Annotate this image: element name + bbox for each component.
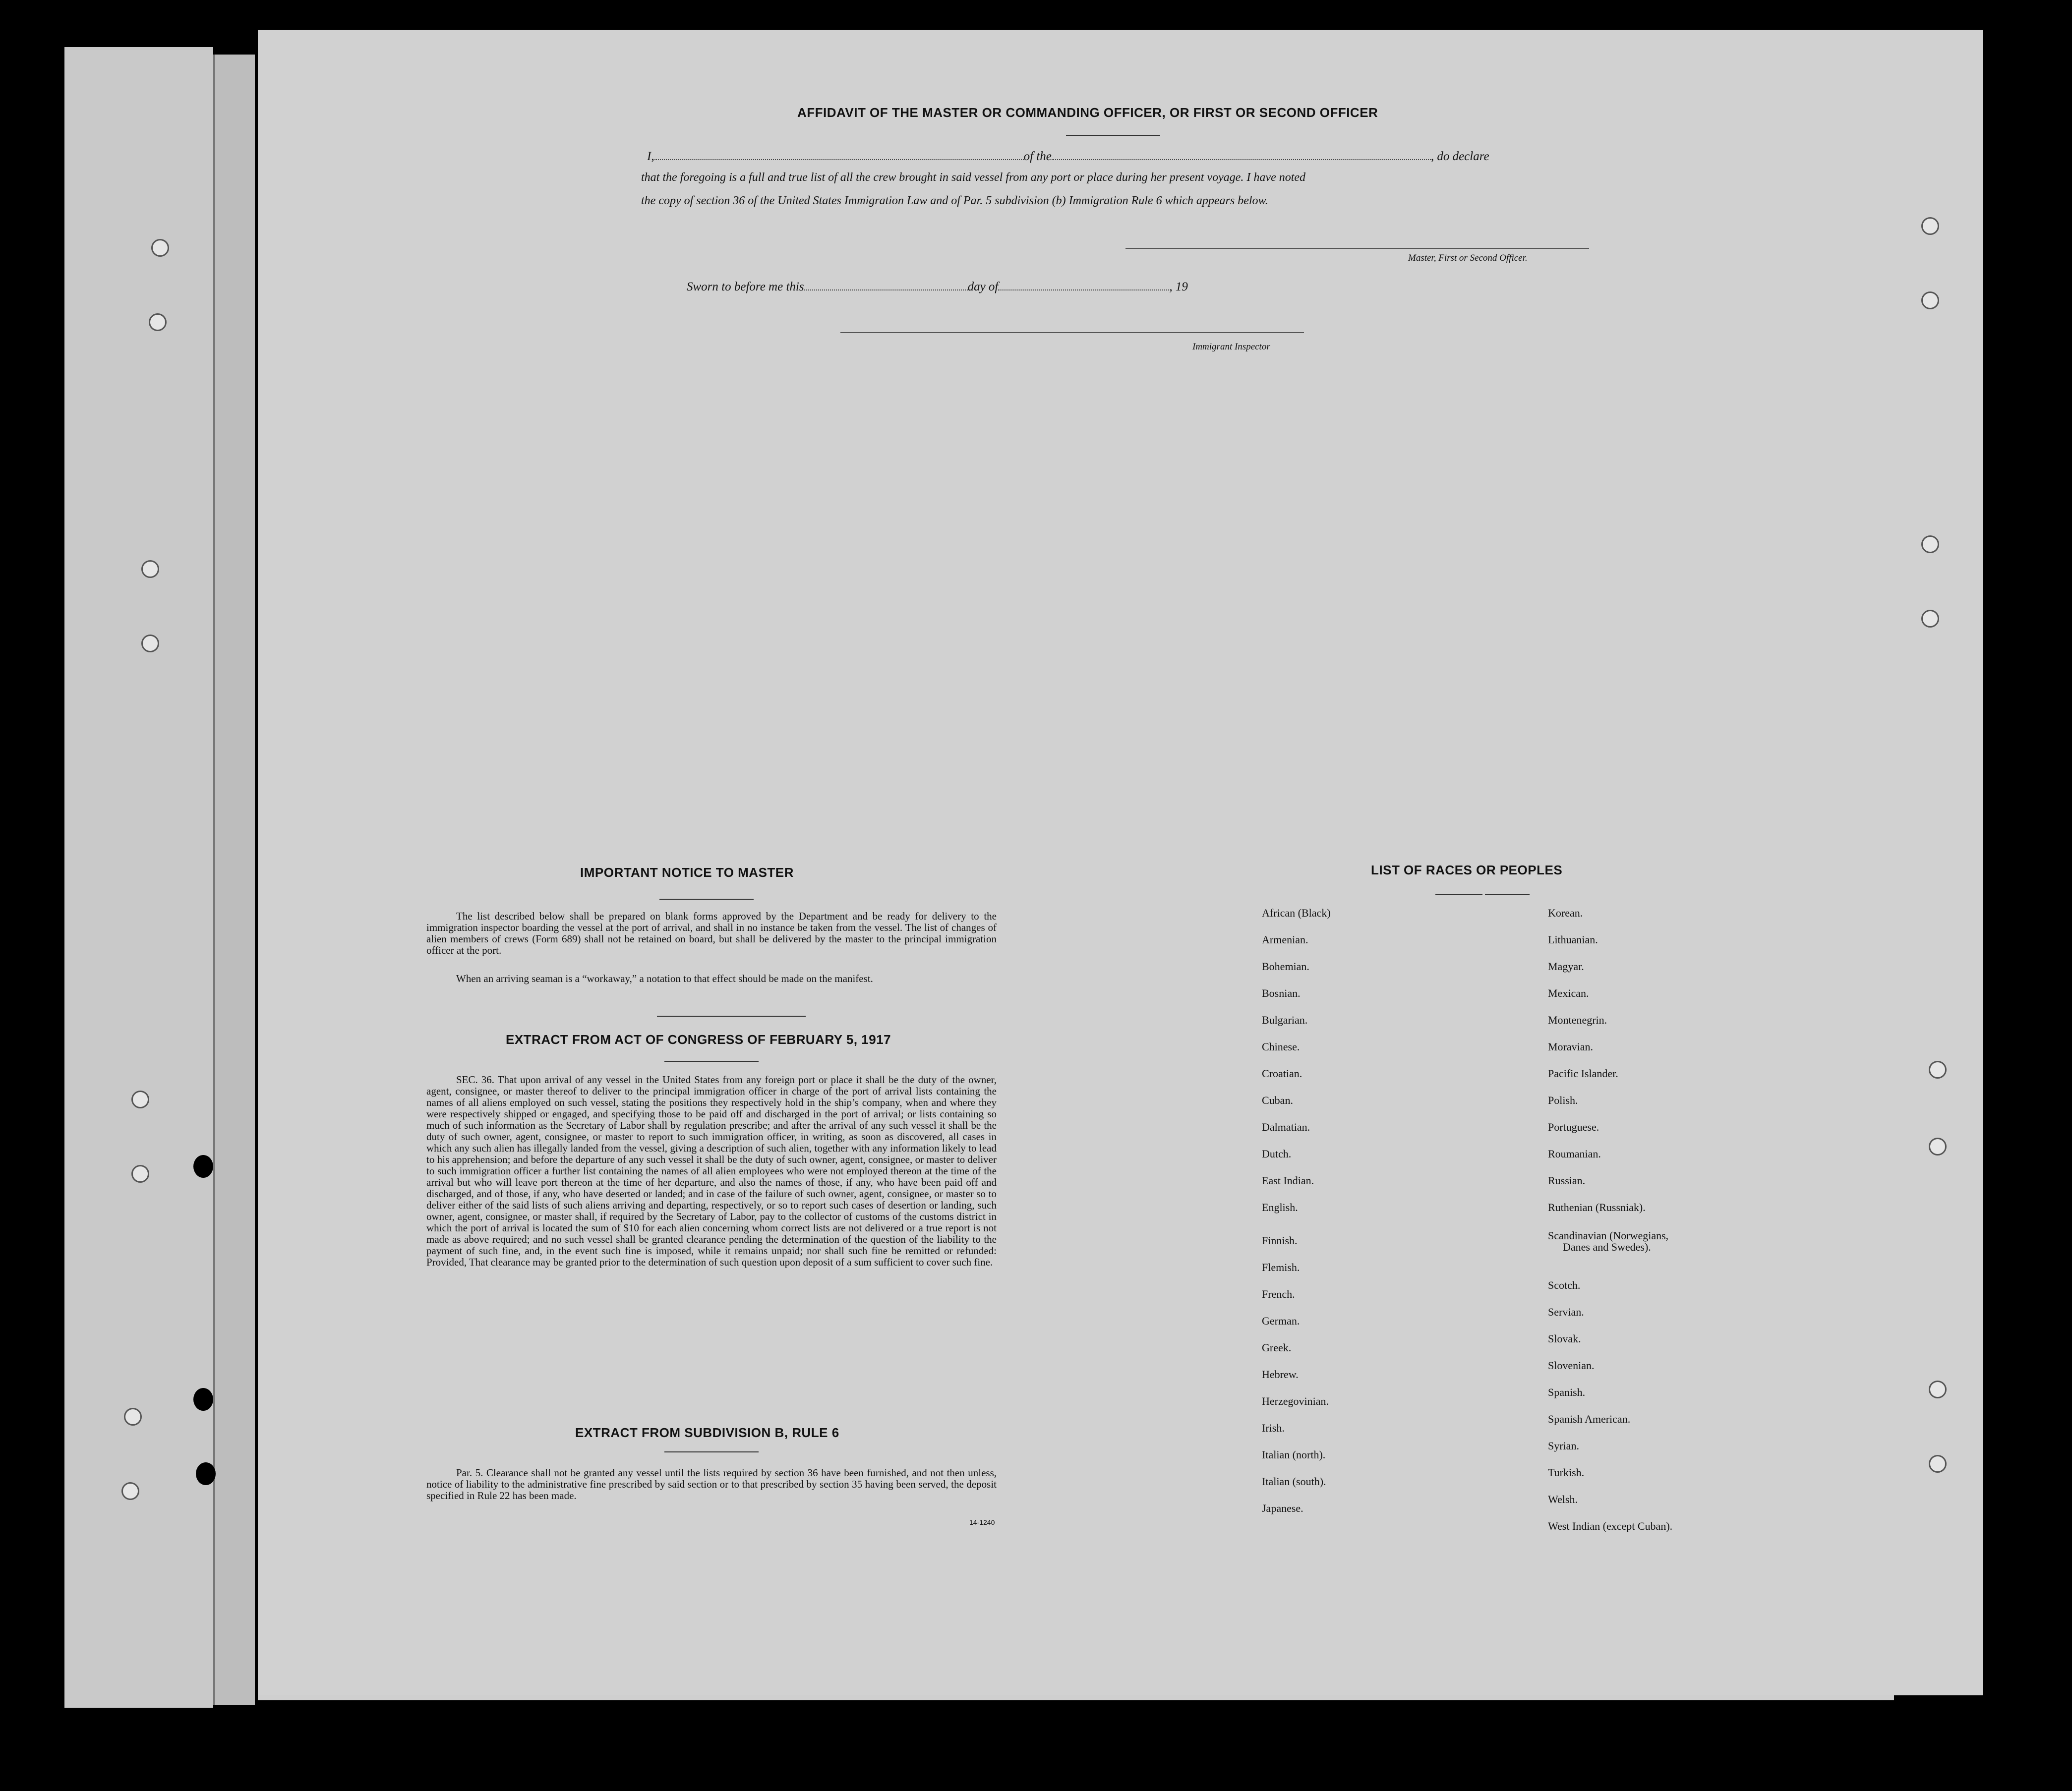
left-page-binding bbox=[213, 55, 255, 1705]
race-item: West Indian (except Cuban). bbox=[1548, 1520, 1673, 1532]
race-item: Ruthenian (Russniak). bbox=[1548, 1201, 1646, 1213]
sworn-text: Sworn to before me this bbox=[687, 280, 804, 293]
race-item: Flemish. bbox=[1262, 1261, 1300, 1273]
binder-hole bbox=[1929, 1381, 1947, 1398]
affidavit-of-the: of the bbox=[1023, 150, 1052, 163]
inspector-signature-line[interactable] bbox=[840, 332, 1304, 333]
binder-hole bbox=[1921, 535, 1939, 553]
binder-hole bbox=[124, 1408, 142, 1426]
races-title: LIST OF RACES OR PEOPLES bbox=[1371, 863, 1563, 877]
race-item: Russian. bbox=[1548, 1174, 1586, 1187]
extract-act-title: EXTRACT FROM ACT OF CONGRESS OF FEBRUARY 5, 1917 bbox=[506, 1032, 891, 1047]
race-item: Dalmatian. bbox=[1262, 1121, 1310, 1133]
affidavit-line-3: the copy of section 36 of the United States Immigration Law and of Par. 5 subdivision (b) Immigration Rule 6 which appears below. bbox=[641, 194, 1268, 207]
race-item: Montenegrin. bbox=[1548, 1014, 1607, 1026]
binder-hole bbox=[141, 635, 159, 652]
notice-paragraph-1: The list described below shall be prepared on blank forms approved by the Department and be ready for delivery to the immigration inspector boarding the vessel at the port of arrival, and shall in no instance be taken from the vessel. The list of changes of alien members of crews (Form 689) shall not be retained on board, but shall be delivered by the master to the principal immigration officer at the port. bbox=[426, 910, 997, 956]
left-page-edge bbox=[64, 47, 213, 1708]
race-item: French. bbox=[1262, 1288, 1295, 1300]
extract-rule-rule bbox=[664, 1451, 759, 1452]
binder-hole bbox=[149, 313, 167, 331]
race-item: Servian. bbox=[1548, 1306, 1584, 1318]
sworn-month-field[interactable] bbox=[998, 281, 1169, 290]
binder-hole bbox=[1921, 610, 1939, 628]
notice-title: IMPORTANT NOTICE TO MASTER bbox=[580, 865, 794, 880]
race-item: Turkish. bbox=[1548, 1466, 1585, 1479]
race-item: Moravian. bbox=[1548, 1040, 1594, 1053]
race-item: Irish. bbox=[1262, 1422, 1285, 1434]
binder-hole bbox=[141, 560, 159, 578]
binder-hole bbox=[131, 1091, 149, 1108]
race-item: Bohemian. bbox=[1262, 960, 1309, 973]
extract-rule-title: EXTRACT FROM SUBDIVISION B, RULE 6 bbox=[575, 1425, 839, 1440]
race-item: Greek. bbox=[1262, 1341, 1292, 1354]
inspector-signature-label: Immigrant Inspector bbox=[1192, 342, 1270, 352]
race-item: Syrian. bbox=[1548, 1440, 1579, 1452]
binder-hole bbox=[121, 1482, 139, 1500]
sworn-day-field[interactable] bbox=[804, 281, 968, 290]
section-36-text: SEC. 36. That upon arrival of any vessel in the United States from any foreign port or place it shall be the duty of the owner, agent, consignee, or master thereof to deliver to the principal immigration officer in charge of the port of arrival lists containing the names of all aliens employed on such vessel, stating the positions they respectively hold in the ship’s company, when and where they were respectively shipped or engaged, and specifying those to be paid off and discharged in the port of arrival; or lists containing so much of such information as the Secretary of Labor shall by regulation prescribe; and after the arrival of any such vessel it shall be the duty of such owner, agent, consignee, or master to report to such immigration officer, in writing, as soon as discovered, all cases in which any such alien has illegally landed from the vessel, giving a description of such alien, together with any information likely to lead to his apprehension; and before the departure of any such vessel it shall be the duty of such owner, agent, consignee, or master to deliver to such immigration officer a further list containing the names of all alien employees who were not employed thereon at the time of the arrival but who will leave port thereon at the time of her departure, and also the names of those, if any, who have been paid off and discharged, and of those, if any, who have deserted or landed; and in case of the failure of such owner, agent, consignee, or master so to deliver either of the said lists of such aliens arriving and departing, respectively, or so to report such cases of desertion or landing, such owner, agent, consignee, or master shall, if required by the Secretary of Labor, pay to the collector of customs of the customs district in which the port of arrival is located the sum of $10 for each alien concerning whom correct lists are not delivered or a true report is not made as above required; and no such vessel shall be granted clearance pending the determination of the question of the liability to the payment of such fine, and, in the event such fine is imposed, while it remains unpaid; nor shall such fine be remitted or refunded: Provided, That clearance may be granted prior to the determination of such question upon deposit of a sum sufficient to cover such fine. bbox=[426, 1074, 997, 1268]
race-item: Scotch. bbox=[1548, 1279, 1581, 1291]
race-item: Dutch. bbox=[1262, 1148, 1292, 1160]
race-item: East Indian. bbox=[1262, 1174, 1314, 1187]
affidavit-i: I, bbox=[647, 150, 654, 163]
title-rule bbox=[1066, 135, 1160, 136]
race-item: Italian (south). bbox=[1262, 1475, 1326, 1488]
race-item: Armenian. bbox=[1262, 933, 1308, 946]
race-item: Hebrew. bbox=[1262, 1368, 1299, 1381]
race-item: Korean. bbox=[1548, 907, 1583, 919]
sworn-line bbox=[687, 280, 1188, 294]
race-item: German. bbox=[1262, 1315, 1300, 1327]
race-item: Lithuanian. bbox=[1548, 933, 1598, 946]
notice-paragraph-2: When an arriving seaman is a “workaway,” a notation to that effect should be made on the manifest. bbox=[456, 973, 873, 984]
binder-hole bbox=[131, 1165, 149, 1183]
race-item: Bosnian. bbox=[1262, 987, 1301, 999]
race-item: Slovak. bbox=[1548, 1332, 1581, 1345]
race-item: Danes and Swedes). bbox=[1563, 1241, 1651, 1253]
binder-hole bbox=[1929, 1138, 1947, 1155]
binder-punch bbox=[193, 1155, 213, 1178]
vessel-name-field[interactable] bbox=[1052, 150, 1431, 160]
binder-hole bbox=[1929, 1061, 1947, 1079]
race-item: English. bbox=[1262, 1201, 1298, 1213]
race-item: Spanish. bbox=[1548, 1386, 1586, 1398]
race-item: Croatian. bbox=[1262, 1067, 1302, 1080]
binder-hole bbox=[1921, 217, 1939, 235]
binder-hole bbox=[151, 239, 169, 257]
affidavit-line-2: that the foregoing is a full and true list of all the crew brought in said vessel from any port or place during her present voyage. I have noted bbox=[641, 171, 1306, 184]
race-item: Italian (north). bbox=[1262, 1448, 1326, 1461]
affidavit-line-1 bbox=[647, 150, 1489, 164]
par-5-text: Par. 5. Clearance shall not be granted any vessel until the lists required by section 36 have been furnished, and not then unless, notice of liability to the administrative fine prescribed by said section or to that prescribed by section 35 having been served, the deposit specified in Rule 22 has been made. bbox=[426, 1467, 997, 1502]
form-number: 14-1240 bbox=[969, 1518, 995, 1526]
binder-hole bbox=[1929, 1455, 1947, 1473]
race-item: Roumanian. bbox=[1548, 1148, 1601, 1160]
race-item: Mexican. bbox=[1548, 987, 1589, 999]
race-item: Polish. bbox=[1548, 1094, 1578, 1106]
master-signature-label: Master, First or Second Officer. bbox=[1408, 253, 1528, 263]
notice-rule bbox=[659, 899, 754, 900]
race-item: Cuban. bbox=[1262, 1094, 1293, 1106]
race-item: Scandinavian (Norwegians, bbox=[1548, 1229, 1669, 1242]
race-item: Spanish American. bbox=[1548, 1413, 1631, 1425]
races-rule-right bbox=[1485, 894, 1530, 895]
affidavit-do-declare: , do declare bbox=[1430, 150, 1489, 163]
race-item: Welsh. bbox=[1548, 1493, 1578, 1505]
race-item: Bulgarian. bbox=[1262, 1014, 1308, 1026]
binder-hole bbox=[1921, 291, 1939, 309]
race-item: Magyar. bbox=[1548, 960, 1584, 973]
year-text: , 19 bbox=[1169, 280, 1188, 293]
races-rule-left bbox=[1435, 894, 1482, 895]
race-item: Herzegovinian. bbox=[1262, 1395, 1329, 1407]
binder-punch bbox=[193, 1388, 213, 1411]
master-signature-line[interactable] bbox=[1125, 248, 1589, 249]
race-item: African (Black) bbox=[1262, 907, 1331, 919]
race-item: Slovenian. bbox=[1548, 1359, 1595, 1372]
form-page bbox=[258, 30, 1983, 1695]
race-item: Chinese. bbox=[1262, 1040, 1300, 1053]
day-of-text: day of bbox=[967, 280, 999, 293]
race-item: Japanese. bbox=[1262, 1502, 1303, 1514]
race-item: Pacific Islander. bbox=[1548, 1067, 1618, 1080]
extract-act-rule bbox=[664, 1061, 759, 1062]
race-item: Finnish. bbox=[1262, 1234, 1298, 1247]
master-name-field[interactable] bbox=[654, 150, 1024, 160]
affidavit-title: AFFIDAVIT OF THE MASTER OR COMMANDING OFFICER, OR FIRST OR SECOND OFFICER bbox=[797, 105, 1378, 120]
binder-punch bbox=[196, 1462, 216, 1485]
section-rule bbox=[657, 1016, 806, 1017]
race-item: Portuguese. bbox=[1548, 1121, 1599, 1133]
